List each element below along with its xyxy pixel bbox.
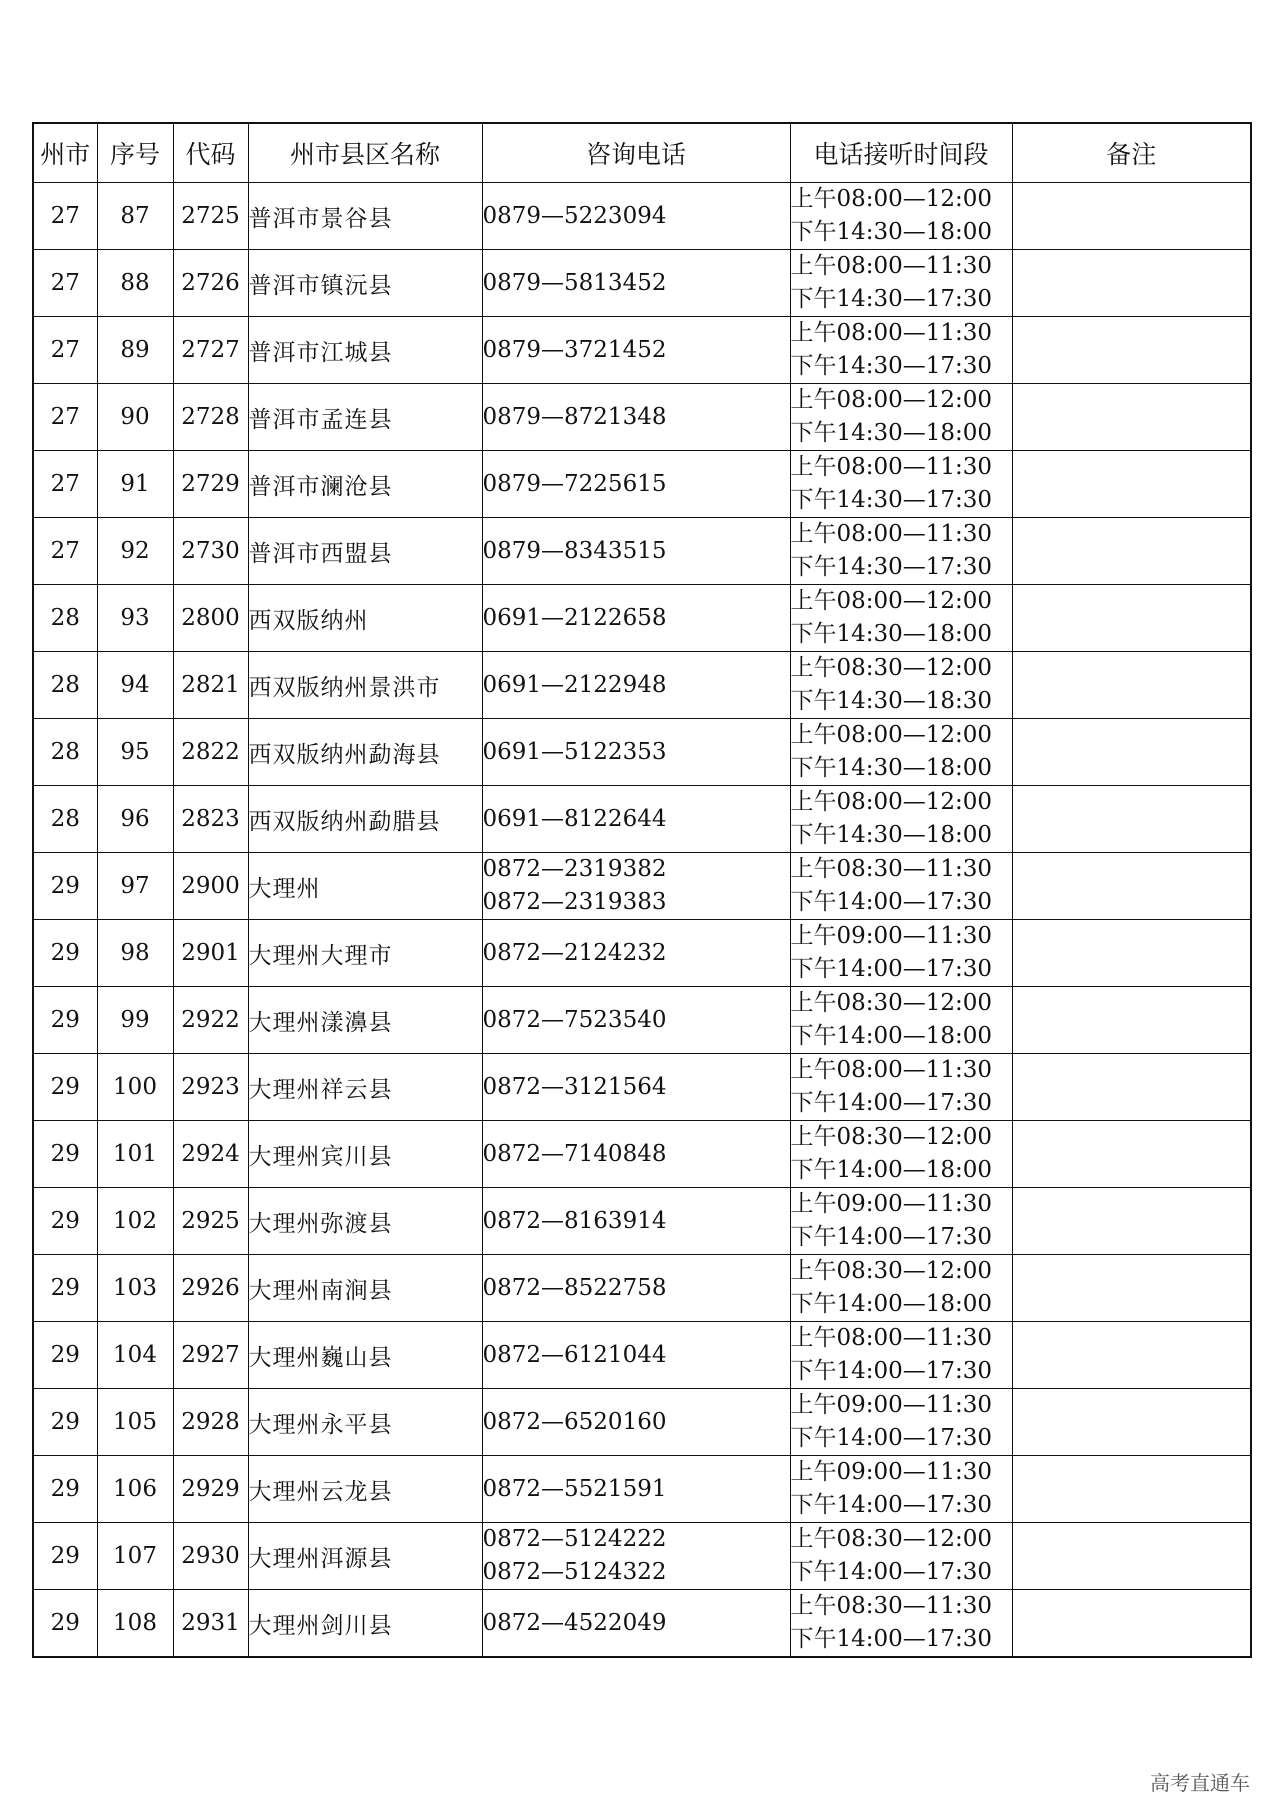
cell-hours — [790, 585, 1012, 652]
cell-phone — [482, 1121, 790, 1188]
phone-number: 0879—5813452 — [482, 269, 667, 296]
phone-number: 0872—7523540 — [482, 1006, 667, 1033]
cell-code: 2823 — [173, 786, 248, 853]
cell-phone — [482, 1255, 790, 1322]
phone-number: 0872—8163914 — [482, 1207, 667, 1234]
hours-morning: 上午08:00—11:30 — [790, 320, 993, 346]
hours-afternoon: 下午14:30—18:00 — [790, 219, 993, 245]
phone-number: 0879—7225615 — [482, 470, 667, 497]
header-code: 代码 — [173, 123, 248, 183]
phone-number: 0879—5223094 — [482, 202, 667, 229]
header-phone: 咨询电话 — [482, 123, 790, 183]
cell-note — [1012, 1255, 1251, 1322]
cell-note — [1012, 183, 1251, 250]
cell-hours — [790, 384, 1012, 451]
hours-afternoon: 下午14:30—17:30 — [790, 286, 993, 312]
hours-morning: 上午09:00—11:30 — [790, 1459, 993, 1485]
phone-number: 0872—4522049 — [482, 1609, 667, 1636]
cell-phone — [482, 987, 790, 1054]
phone-number: 0872—2124232 — [482, 939, 667, 966]
table-row — [33, 1255, 1251, 1322]
cell-region-name: 大理州南涧县 — [248, 1255, 482, 1322]
cell-code: 2922 — [173, 987, 248, 1054]
cell-note — [1012, 853, 1251, 920]
hours-afternoon: 下午14:00—18:00 — [790, 1023, 993, 1049]
cell-note — [1012, 518, 1251, 585]
header-hours: 电话接听时间段 — [790, 123, 1012, 183]
phone-number: 0879—3721452 — [482, 336, 667, 363]
consultation-phone-table — [32, 122, 1252, 1658]
hours-afternoon: 下午14:30—18:00 — [790, 621, 993, 647]
cell-note — [1012, 652, 1251, 719]
cell-zhoushi: 28 — [33, 719, 97, 786]
phone-number: 0691—2122948 — [482, 671, 667, 698]
cell-zhoushi: 27 — [33, 384, 97, 451]
cell-phone — [482, 317, 790, 384]
cell-code: 2927 — [173, 1322, 248, 1389]
cell-zhoushi: 28 — [33, 585, 97, 652]
cell-code: 2901 — [173, 920, 248, 987]
cell-seq: 92 — [97, 518, 173, 585]
cell-note — [1012, 1121, 1251, 1188]
cell-region-name: 普洱市澜沧县 — [248, 451, 482, 518]
cell-note — [1012, 384, 1251, 451]
phone-number: 0691—2122658 — [482, 604, 667, 631]
cell-phone — [482, 1322, 790, 1389]
cell-code: 2925 — [173, 1188, 248, 1255]
table-row — [33, 1456, 1251, 1523]
table-row — [33, 250, 1251, 317]
table-row — [33, 987, 1251, 1054]
cell-hours — [790, 652, 1012, 719]
table-row — [33, 1523, 1251, 1590]
cell-code: 2929 — [173, 1456, 248, 1523]
cell-seq: 93 — [97, 585, 173, 652]
hours-afternoon: 下午14:00—17:30 — [790, 1492, 993, 1518]
header-seq: 序号 — [97, 123, 173, 183]
cell-phone — [482, 183, 790, 250]
cell-seq: 96 — [97, 786, 173, 853]
cell-region-name: 大理州巍山县 — [248, 1322, 482, 1389]
header-region-name: 州市县区名称 — [248, 123, 482, 183]
cell-zhoushi: 29 — [33, 1255, 97, 1322]
table-row — [33, 1389, 1251, 1456]
cell-note — [1012, 1389, 1251, 1456]
cell-phone — [482, 384, 790, 451]
hours-morning: 上午09:00—11:30 — [790, 923, 993, 949]
header-note: 备注 — [1012, 123, 1251, 183]
cell-seq: 90 — [97, 384, 173, 451]
cell-code: 2725 — [173, 183, 248, 250]
cell-code: 2822 — [173, 719, 248, 786]
hours-morning: 上午08:30—11:30 — [790, 856, 993, 882]
cell-zhoushi: 29 — [33, 1523, 97, 1590]
cell-phone — [482, 1523, 790, 1590]
table-row — [33, 652, 1251, 719]
hours-afternoon: 下午14:00—17:30 — [790, 1358, 993, 1384]
cell-region-name: 普洱市镇沅县 — [248, 250, 482, 317]
watermark-text: 高考直通车 — [1150, 1771, 1250, 1795]
table-row — [33, 1054, 1251, 1121]
hours-morning: 上午08:00—11:30 — [790, 1325, 993, 1351]
hours-morning: 上午08:00—12:00 — [790, 387, 993, 413]
phone-number: 0872—7140848 — [482, 1140, 667, 1167]
table-row — [33, 1121, 1251, 1188]
phone-number: 0872—3121564 — [482, 1073, 667, 1100]
cell-hours — [790, 1188, 1012, 1255]
hours-afternoon: 下午14:30—18:00 — [790, 420, 993, 446]
cell-seq: 99 — [97, 987, 173, 1054]
cell-seq: 98 — [97, 920, 173, 987]
cell-zhoushi: 29 — [33, 1456, 97, 1523]
cell-note — [1012, 1054, 1251, 1121]
hours-afternoon: 下午14:00—18:00 — [790, 1291, 993, 1317]
cell-hours — [790, 250, 1012, 317]
hours-morning: 上午09:00—11:30 — [790, 1392, 993, 1418]
header-zhoushi: 州市 — [33, 123, 97, 183]
hours-morning: 上午08:00—12:00 — [790, 789, 993, 815]
cell-region-name: 西双版纳州 — [248, 585, 482, 652]
cell-code: 2730 — [173, 518, 248, 585]
cell-hours — [790, 786, 1012, 853]
hours-morning: 上午08:30—12:00 — [790, 655, 993, 681]
cell-note — [1012, 987, 1251, 1054]
table-row — [33, 719, 1251, 786]
hours-morning: 上午08:00—11:30 — [790, 253, 993, 279]
cell-region-name: 大理州祥云县 — [248, 1054, 482, 1121]
cell-seq: 100 — [97, 1054, 173, 1121]
cell-hours — [790, 987, 1012, 1054]
hours-morning: 上午08:00—12:00 — [790, 722, 993, 748]
cell-phone — [482, 1590, 790, 1658]
cell-seq: 88 — [97, 250, 173, 317]
cell-hours — [790, 1523, 1012, 1590]
phone-number: 0879—8343515 — [482, 537, 667, 564]
table-body — [33, 183, 1251, 1658]
cell-seq: 95 — [97, 719, 173, 786]
hours-afternoon: 下午14:30—18:00 — [790, 822, 993, 848]
cell-code: 2924 — [173, 1121, 248, 1188]
cell-hours — [790, 1389, 1012, 1456]
hours-afternoon: 下午14:30—17:30 — [790, 554, 993, 580]
phone-number: 0872—5124322 — [482, 1559, 667, 1585]
cell-region-name: 西双版纳州勐海县 — [248, 719, 482, 786]
table-row — [33, 786, 1251, 853]
hours-afternoon: 下午14:00—17:30 — [790, 1626, 993, 1652]
cell-zhoushi: 27 — [33, 183, 97, 250]
table-row — [33, 853, 1251, 920]
phone-number: 0872—2319382 — [482, 856, 667, 882]
cell-region-name: 大理州漾濞县 — [248, 987, 482, 1054]
cell-region-name: 普洱市景谷县 — [248, 183, 482, 250]
cell-zhoushi: 27 — [33, 518, 97, 585]
cell-hours — [790, 1590, 1012, 1658]
hours-morning: 上午08:00—11:30 — [790, 521, 993, 547]
cell-phone — [482, 1054, 790, 1121]
hours-afternoon: 下午14:30—17:30 — [790, 353, 993, 379]
cell-seq: 106 — [97, 1456, 173, 1523]
hours-afternoon: 下午14:00—17:30 — [790, 1559, 993, 1585]
hours-morning: 上午08:00—12:00 — [790, 186, 993, 212]
cell-hours — [790, 317, 1012, 384]
cell-zhoushi: 27 — [33, 451, 97, 518]
cell-zhoushi: 29 — [33, 987, 97, 1054]
cell-code: 2728 — [173, 384, 248, 451]
cell-phone — [482, 1456, 790, 1523]
cell-region-name: 西双版纳州勐腊县 — [248, 786, 482, 853]
cell-note — [1012, 317, 1251, 384]
hours-afternoon: 下午14:00—17:30 — [790, 889, 993, 915]
cell-phone — [482, 451, 790, 518]
cell-note — [1012, 1322, 1251, 1389]
cell-zhoushi: 29 — [33, 1054, 97, 1121]
table-row — [33, 1188, 1251, 1255]
cell-note — [1012, 1456, 1251, 1523]
hours-morning: 上午08:30—12:00 — [790, 990, 993, 1016]
hours-morning: 上午08:00—12:00 — [790, 588, 993, 614]
cell-hours — [790, 1322, 1012, 1389]
cell-code: 2926 — [173, 1255, 248, 1322]
cell-hours — [790, 451, 1012, 518]
hours-morning: 上午08:30—12:00 — [790, 1526, 993, 1552]
cell-seq: 102 — [97, 1188, 173, 1255]
cell-phone — [482, 585, 790, 652]
cell-hours — [790, 1054, 1012, 1121]
cell-region-name: 普洱市西盟县 — [248, 518, 482, 585]
cell-code: 2923 — [173, 1054, 248, 1121]
cell-phone — [482, 250, 790, 317]
cell-code: 2729 — [173, 451, 248, 518]
cell-note — [1012, 1523, 1251, 1590]
hours-afternoon: 下午14:00—17:30 — [790, 1090, 993, 1116]
cell-hours — [790, 920, 1012, 987]
cell-hours — [790, 1456, 1012, 1523]
cell-phone — [482, 920, 790, 987]
cell-zhoushi: 29 — [33, 1322, 97, 1389]
cell-region-name: 大理州洱源县 — [248, 1523, 482, 1590]
cell-seq: 87 — [97, 183, 173, 250]
cell-region-name: 普洱市孟连县 — [248, 384, 482, 451]
cell-seq: 105 — [97, 1389, 173, 1456]
cell-phone — [482, 853, 790, 920]
cell-zhoushi: 28 — [33, 786, 97, 853]
hours-afternoon: 下午14:00—17:30 — [790, 1224, 993, 1250]
cell-note — [1012, 719, 1251, 786]
cell-code: 2800 — [173, 585, 248, 652]
cell-note — [1012, 451, 1251, 518]
hours-afternoon: 下午14:00—18:00 — [790, 1157, 993, 1183]
cell-region-name: 普洱市江城县 — [248, 317, 482, 384]
cell-code: 2928 — [173, 1389, 248, 1456]
table-row — [33, 1590, 1251, 1658]
cell-zhoushi: 29 — [33, 1590, 97, 1658]
cell-code: 2900 — [173, 853, 248, 920]
hours-afternoon: 下午14:00—17:30 — [790, 1425, 993, 1451]
cell-note — [1012, 1188, 1251, 1255]
cell-seq: 97 — [97, 853, 173, 920]
cell-region-name: 大理州弥渡县 — [248, 1188, 482, 1255]
table-row — [33, 384, 1251, 451]
cell-seq: 107 — [97, 1523, 173, 1590]
hours-morning: 上午08:30—11:30 — [790, 1593, 993, 1619]
cell-region-name: 大理州剑川县 — [248, 1590, 482, 1658]
phone-number: 0872—8522758 — [482, 1274, 667, 1301]
cell-seq: 103 — [97, 1255, 173, 1322]
cell-hours — [790, 183, 1012, 250]
cell-code: 2931 — [173, 1590, 248, 1658]
cell-zhoushi: 29 — [33, 1121, 97, 1188]
cell-code: 2726 — [173, 250, 248, 317]
phone-number: 0872—5521591 — [482, 1475, 667, 1502]
cell-code: 2930 — [173, 1523, 248, 1590]
cell-region-name: 西双版纳州景洪市 — [248, 652, 482, 719]
phone-number: 0872—2319383 — [482, 889, 667, 915]
table-row — [33, 920, 1251, 987]
cell-zhoushi: 29 — [33, 920, 97, 987]
cell-zhoushi: 29 — [33, 1389, 97, 1456]
hours-afternoon: 下午14:30—18:30 — [790, 688, 993, 714]
table-row — [33, 518, 1251, 585]
cell-seq: 89 — [97, 317, 173, 384]
hours-morning: 上午09:00—11:30 — [790, 1191, 993, 1217]
cell-note — [1012, 250, 1251, 317]
hours-afternoon: 下午14:00—17:30 — [790, 956, 993, 982]
table-header-row — [33, 123, 1251, 183]
cell-phone — [482, 719, 790, 786]
phone-number: 0879—8721348 — [482, 403, 667, 430]
cell-code: 2727 — [173, 317, 248, 384]
cell-seq: 91 — [97, 451, 173, 518]
cell-zhoushi: 27 — [33, 317, 97, 384]
cell-note — [1012, 920, 1251, 987]
cell-phone — [482, 652, 790, 719]
cell-zhoushi: 29 — [33, 1188, 97, 1255]
hours-morning: 上午08:30—12:00 — [790, 1124, 993, 1150]
phone-number: 0691—5122353 — [482, 738, 667, 765]
table-row — [33, 183, 1251, 250]
cell-note — [1012, 786, 1251, 853]
table-row — [33, 585, 1251, 652]
cell-zhoushi: 29 — [33, 853, 97, 920]
cell-seq: 101 — [97, 1121, 173, 1188]
cell-note — [1012, 585, 1251, 652]
cell-hours — [790, 1255, 1012, 1322]
cell-phone — [482, 786, 790, 853]
table-row — [33, 1322, 1251, 1389]
cell-seq: 108 — [97, 1590, 173, 1658]
cell-code: 2821 — [173, 652, 248, 719]
cell-phone — [482, 518, 790, 585]
hours-morning: 上午08:00—11:30 — [790, 454, 993, 480]
cell-zhoushi: 28 — [33, 652, 97, 719]
phone-number: 0691—8122644 — [482, 805, 667, 832]
cell-phone — [482, 1188, 790, 1255]
cell-zhoushi: 27 — [33, 250, 97, 317]
table-row — [33, 451, 1251, 518]
hours-afternoon: 下午14:30—18:00 — [790, 755, 993, 781]
cell-note — [1012, 1590, 1251, 1658]
cell-hours — [790, 853, 1012, 920]
cell-hours — [790, 719, 1012, 786]
hours-morning: 上午08:00—11:30 — [790, 1057, 993, 1083]
cell-phone — [482, 1389, 790, 1456]
cell-region-name: 大理州 — [248, 853, 482, 920]
phone-number: 0872—5124222 — [482, 1526, 667, 1552]
hours-afternoon: 下午14:30—17:30 — [790, 487, 993, 513]
cell-seq: 94 — [97, 652, 173, 719]
cell-region-name: 大理州云龙县 — [248, 1456, 482, 1523]
cell-seq: 104 — [97, 1322, 173, 1389]
phone-number: 0872—6520160 — [482, 1408, 667, 1435]
cell-region-name: 大理州永平县 — [248, 1389, 482, 1456]
cell-region-name: 大理州大理市 — [248, 920, 482, 987]
phone-number: 0872—6121044 — [482, 1341, 667, 1368]
cell-hours — [790, 1121, 1012, 1188]
hours-morning: 上午08:30—12:00 — [790, 1258, 993, 1284]
table-row — [33, 317, 1251, 384]
cell-region-name: 大理州宾川县 — [248, 1121, 482, 1188]
cell-hours — [790, 518, 1012, 585]
